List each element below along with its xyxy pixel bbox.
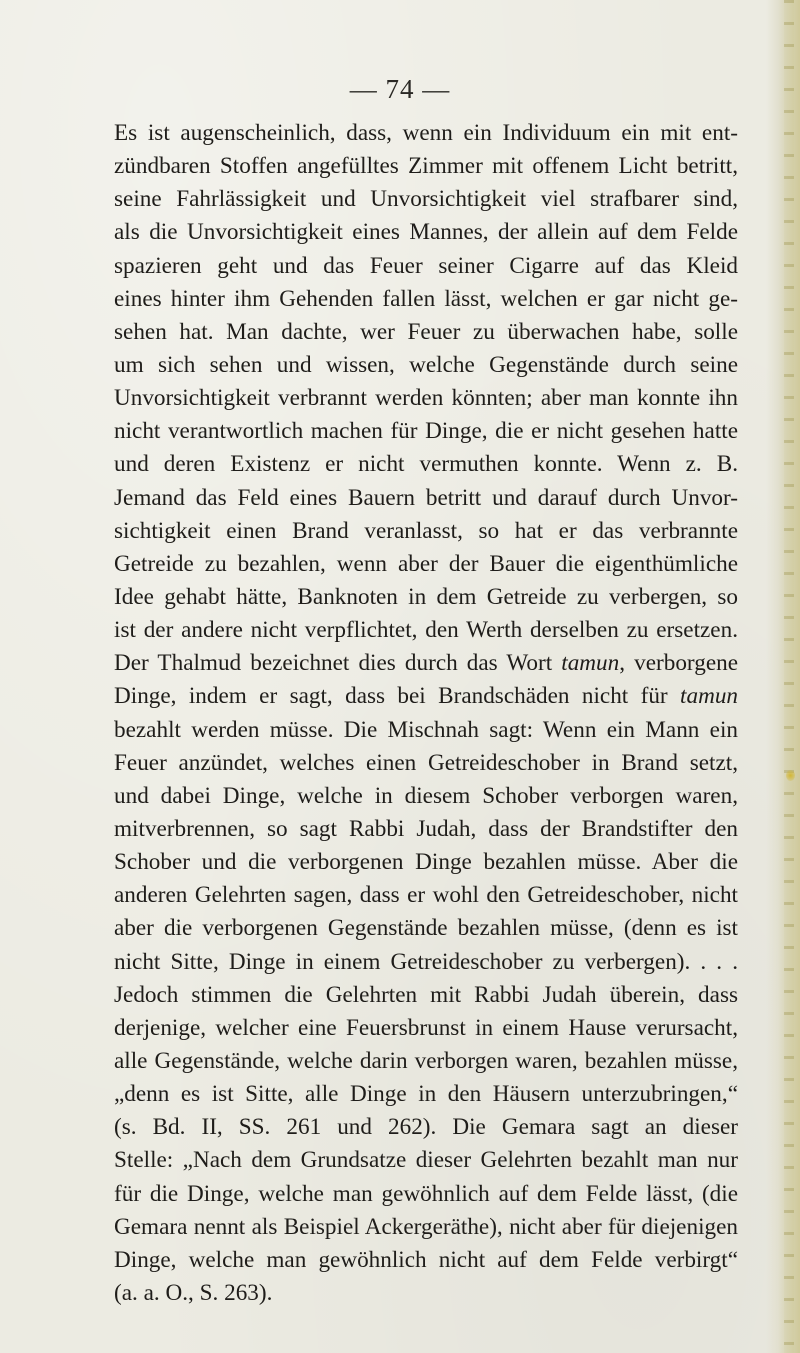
text-line: als die Unvorsichtigkeit eines Mannes, der allein auf dem Felde — [114, 219, 738, 246]
paper-stain — [786, 770, 795, 781]
text-line: eines hinter ihm Gehenden fallen lässt, welchen er gar nicht ge- — [114, 285, 738, 312]
text-line: (s. Bd. II, SS. 261 und 262). Die Gemara sagt an dieser — [114, 1114, 738, 1141]
text-line: sehen hat. Man dachte, wer Feuer zu überwachen habe, solle — [114, 318, 738, 345]
body-text — [114, 117, 738, 1310]
text-line: alle Gegenstände, welche darin verborgen waren, bezahlen müsse, — [114, 1047, 738, 1074]
text-line: anderen Gelehrten sagen, dass er wohl den Getreideschober, nicht — [114, 882, 738, 909]
text-line: nicht Sitte, Dinge in einem Getreideschober zu verbergen). . . . — [114, 948, 738, 975]
text-line: Getreide zu bezahlen, wenn aber der Bauer die eigenthümliche — [114, 550, 738, 577]
text-line: seine Fahrlässigkeit und Unvorsichtigkeit viel strafbarer sind, — [114, 186, 738, 213]
text-line: ist der andere nicht verpflichtet, den Werth derselben zu ersetzen. — [114, 617, 738, 644]
text-line: Es ist augenscheinlich, dass, wenn ein Individuum ein mit ent- — [114, 120, 738, 146]
text-line: Gemara nennt als Beispiel Ackergeräthe), nicht aber für diejenigen — [114, 1213, 738, 1240]
text-line: aber die verborgenen Gegenstände bezahlen müsse, (denn es ist — [114, 915, 738, 942]
text-line: bezahlt werden müsse. Die Mischnah sagt: Wenn ein Mann ein — [114, 716, 738, 743]
text-line: um sich sehen und wissen, welche Gegenstände durch seine — [114, 351, 738, 378]
text-line: Jedoch stimmen die Gelehrten mit Rabbi Judah überein, dass — [114, 981, 738, 1008]
text-line: sichtigkeit einen Brand veranlasst, so hat er das verbrannte — [114, 517, 738, 544]
text-line: Dinge, indem er sagt, dass bei Brandschäden nicht für tamun — [114, 683, 738, 710]
text-line: „denn es ist Sitte, alle Dinge in den Häusern unterzubringen,“ — [114, 1081, 738, 1108]
text-line: Stelle: „Nach dem Grundsatze dieser Gelehrten bezahlt man nur — [114, 1147, 738, 1174]
text-line: Unvorsichtigkeit verbrannt werden könnten; aber man konnte ihn — [114, 385, 738, 412]
text-line: spazieren geht und das Feuer seiner Cigarre auf das Kleid — [114, 252, 738, 279]
emphasized-term: tamun — [680, 683, 738, 710]
text-line: Der Thalmud bezeichnet dies durch das Wort tamun, verborgene — [114, 650, 738, 677]
page-number: — 74 — — [349, 74, 451, 104]
page-edge-shadow — [766, 0, 800, 1353]
text-line: Idee gehabt hätte, Banknoten in dem Getreide zu verbergen, so — [114, 583, 738, 610]
text-line: Schober und die verborgenen Dinge bezahlen müsse. Aber die — [114, 849, 738, 876]
text-line: Jemand das Feld eines Bauern betritt und darauf durch Unvor- — [114, 484, 738, 511]
text-line: (a. a. O., S. 263). — [114, 1279, 273, 1306]
text-line: und dabei Dinge, welche in diesem Schober verborgen waren, — [114, 782, 738, 809]
text-line: Dinge, welche man gewöhnlich nicht auf dem Felde verbirgt“ — [114, 1246, 738, 1273]
text-line: für die Dinge, welche man gewöhnlich auf dem Felde lässt, (die — [114, 1180, 738, 1207]
text-line: Feuer anzündet, welches einen Getreideschober in Brand setzt, — [114, 749, 738, 776]
emphasized-term: tamun — [561, 650, 620, 677]
text-line: zündbaren Stoffen angefülltes Zimmer mit offenem Licht betritt, — [114, 153, 738, 180]
text-line: nicht verantwortlich machen für Dinge, die er nicht gesehen hatte — [114, 418, 738, 445]
text-line: mitverbrennen, so sagt Rabbi Judah, dass der Brandstifter den — [114, 815, 738, 842]
text-line: und deren Existenz er nicht vermuthen konnte. Wenn z. B. — [114, 451, 738, 478]
text-line: derjenige, welcher eine Feuersbrunst in einem Hause verursacht, — [114, 1014, 738, 1041]
